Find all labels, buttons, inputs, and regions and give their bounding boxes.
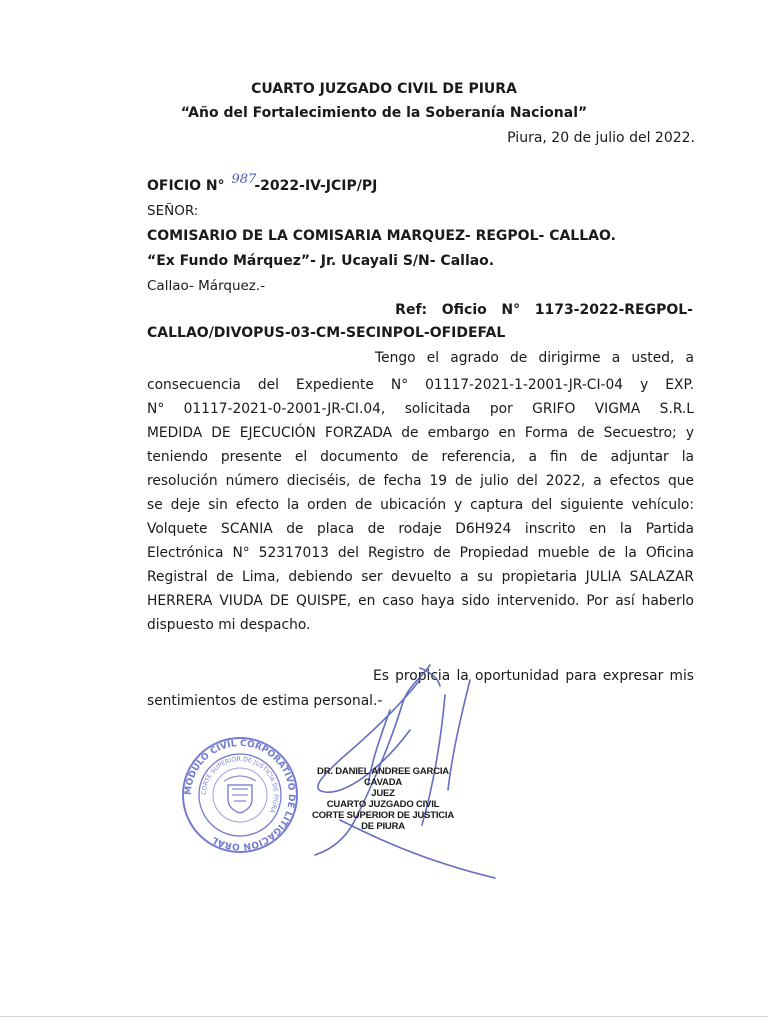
salutation: SEÑOR: [147,203,199,219]
body-line: resolución número dieciséis, de fecha 19 de julio del 2022, a efectos que [147,473,694,489]
coat-of-arms-icon [224,776,256,813]
recipient-city: Callao- Márquez.- [147,278,266,294]
body-line: consecuencia del Expediente N° 01117-2021-1-2001-JR-CI-04 y EXP. [147,377,694,393]
body-line: MEDIDA DE EJECUCIÓN FORZADA de embargo en Forma de Secuestro; y [147,425,694,441]
body-line: Registral de Lima, debiendo ser devuelto a su propietaria JULIA SALAZAR [147,569,694,585]
signer-role: JUEZ [371,788,395,799]
body-line: Electrónica N° 52317013 del Registro de Propiedad mueble de la Oficina [147,545,694,561]
signature-block [308,766,458,832]
oficio-suffix: -2022-IV-JCIP/PJ [254,178,378,194]
closing-line-2: sentimientos de estima personal.- [147,693,383,709]
place-date: Piura, 20 de julio del 2022. [507,130,695,146]
page-edge-line [0,1016,768,1017]
body-line: HERRERA VIUDA DE QUISPE, en caso haya sido intervenido. Por así haberlo [147,593,694,609]
reference-line-2: CALLAO/DIVOPUS-03-CM-SECINPOL-OFIDEFAL [147,325,506,341]
recipient-name: COMISARIO DE LA COMISARIA MARQUEZ- REGPOL- CALLAO. [147,228,616,244]
seal-outer-text: MÓDULO CIVIL CORPORATIVO DE LITIGACIÓN ORAL [183,738,297,852]
body-first-line: Tengo el agrado de dirigirme a usted, a [375,350,694,366]
signer-name: DR. DANIEL ANDREE GARCIA CAVADA [317,766,449,788]
seal-inner-text: CORTE SUPERIOR DE JUSTICIA DE PIURA [200,755,280,814]
body-line: N° 01117-2021-0-2001-JR-CI.04, solicitada por GRIFO VIGMA S.R.L [147,401,694,417]
oficio-handwritten-number: 987 [231,172,257,187]
reference-line-1: Ref: Oficio N° 1173-2022-REGPOL- [395,302,693,318]
body-paragraph [147,373,694,637]
signer-institution: CORTE SUPERIOR DE JUSTICIA DE PIURA [311,810,455,832]
recipient-address: “Ex Fundo Márquez”- Jr. Ucayali S/N- Callao. [147,253,495,269]
oficio-number [147,172,378,194]
closing-line-1: Es propicia la oportunidad para expresar mis [373,668,694,684]
body-line: Volquete SCANIA de placa de rodaje D6H924 inscrito en la Partida [147,521,694,537]
body-line: teniendo presente el documento de referencia, a fin de adjuntar la [147,449,694,465]
year-motto: “Año del Fortalecimiento de la Soberanía Nacional” [180,105,588,121]
signer-court: CUARTO JUZGADO CIVIL [326,799,440,810]
body-line: se deje sin efecto la orden de ubicación y captura del siguiente vehículo: [147,497,694,513]
oficio-prefix: OFICIO N° [147,178,225,194]
court-title: CUARTO JUZGADO CIVIL DE PIURA [251,81,517,97]
body-line: dispuesto mi despacho. [147,617,311,633]
